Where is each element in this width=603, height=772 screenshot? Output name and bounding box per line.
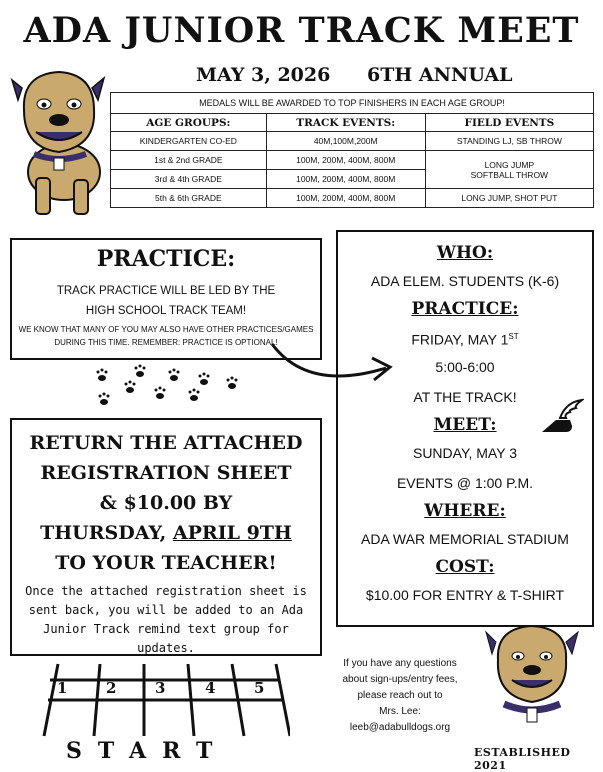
field-cell: STANDING LJ, SB THROW	[425, 132, 593, 151]
who-heading: WHO:	[436, 243, 494, 263]
return-line: RETURN THE ATTACHED	[29, 432, 303, 454]
practice-day-text: FRIDAY, MAY 1	[411, 331, 509, 348]
meet-heading: MEET:	[433, 415, 497, 435]
date-row	[196, 64, 542, 86]
start-label: START	[66, 738, 229, 764]
contact-line: If you have any questions	[343, 658, 457, 669]
lane-number: 3	[155, 679, 166, 697]
return-line: & $10.00 BY	[99, 492, 233, 514]
bulldog-head-icon	[484, 620, 580, 730]
practice-day	[338, 322, 592, 352]
practice-time: 5:00-6:00	[435, 359, 495, 375]
medals-note: MEDALS WILL BE AWARDED TO TOP FINISHERS IN EACH AGE GROUP!	[111, 93, 594, 114]
age-cell: 1st & 2nd GRADE	[111, 151, 267, 170]
age-cell: KINDERGARTEN CO-ED	[111, 132, 267, 151]
age-cell: 5th & 6th GRADE	[111, 189, 267, 208]
events-table	[110, 92, 594, 208]
track-cell: 100M, 200M, 400M, 800M	[266, 151, 425, 170]
meet-day: SUNDAY, MAY 3	[412, 445, 517, 461]
table-row	[111, 189, 594, 208]
field-cell-merged	[425, 151, 593, 189]
established-label: ESTABLISHED 2021	[474, 746, 571, 772]
age-cell: 3rd & 4th GRADE	[111, 170, 267, 189]
who-text: ADA ELEM. STUDENTS (K-6)	[370, 273, 560, 289]
where-heading: WHERE:	[424, 501, 506, 521]
table-row	[111, 132, 594, 151]
practice-line: TRACK PRACTICE WILL BE LED BY THE	[56, 285, 276, 297]
practice-line: HIGH SCHOOL TRACK TEAM!	[85, 305, 247, 317]
lane-number: 5	[254, 679, 265, 697]
return-line: REGISTRATION SHEET	[40, 462, 292, 484]
meet-date: MAY 3, 2026	[196, 64, 331, 86]
table-row	[111, 151, 594, 170]
deadline-date: APRIL 9TH	[172, 522, 292, 544]
field-cell: LONG JUMP, SHOT PUT	[425, 189, 593, 208]
practice-info-heading: PRACTICE:	[411, 299, 519, 319]
page-title: ADA JUNIOR TRACK MEET	[23, 10, 580, 51]
track-lanes-icon	[40, 660, 290, 740]
cost-text: $10.00 FOR ENTRY & T-SHIRT	[365, 587, 565, 603]
where-text: ADA WAR MEMORIAL STADIUM	[361, 531, 569, 547]
return-body: Once the attached registration sheet is sent back, you will be added to an Ada Junior Track remind text group for updates.	[25, 584, 307, 655]
annual-label: 6TH ANNUAL	[366, 64, 513, 86]
track-cell: 40M,100M,200M	[266, 132, 425, 151]
track-cell: 100M, 200M, 400M, 800M	[266, 170, 425, 189]
col-age-groups: AGE GROUPS:	[111, 114, 267, 132]
lane-number: 2	[106, 679, 117, 697]
track-cell: 100M, 200M, 400M, 800M	[266, 189, 425, 208]
col-field-events: FIELD EVENTS	[425, 114, 593, 132]
meet-time: EVENTS @ 1:00 P.M.	[396, 475, 534, 491]
bulldog-mascot-icon	[4, 60, 112, 220]
cost-heading: COST:	[435, 557, 495, 577]
deadline-day: THURSDAY,	[40, 522, 167, 544]
return-box	[10, 418, 322, 656]
field-line: SOFTBALL THROW	[470, 169, 549, 180]
contact-line: please reach out to	[357, 690, 443, 701]
contact-email: leeb@adabulldogs.org	[349, 722, 451, 733]
contact-info	[330, 656, 470, 736]
practice-day-suffix: ST	[508, 332, 519, 341]
contact-line: Mrs. Lee:	[379, 706, 421, 717]
paw-prints-icon	[92, 362, 252, 408]
practice-note: DURING THIS TIME. REMEMBER: PRACTICE IS OPTIONAL!	[54, 338, 278, 347]
winged-shoe-icon	[536, 398, 584, 438]
practice-place: AT THE TRACK!	[413, 389, 517, 405]
return-line: TO YOUR TEACHER!	[55, 552, 277, 574]
lane-number: 4	[205, 679, 216, 697]
lane-number: 1	[57, 679, 68, 697]
practice-heading: PRACTICE:	[96, 246, 236, 272]
contact-line: about sign-ups/entry fees,	[342, 674, 458, 685]
field-line: LONG JUMP	[484, 159, 535, 170]
return-deadline	[12, 518, 320, 548]
col-track-events: TRACK EVENTS:	[266, 114, 425, 132]
practice-note: WE KNOW THAT MANY OF YOU MAY ALSO HAVE OTHER PRACTICES/GAMES	[18, 325, 314, 334]
